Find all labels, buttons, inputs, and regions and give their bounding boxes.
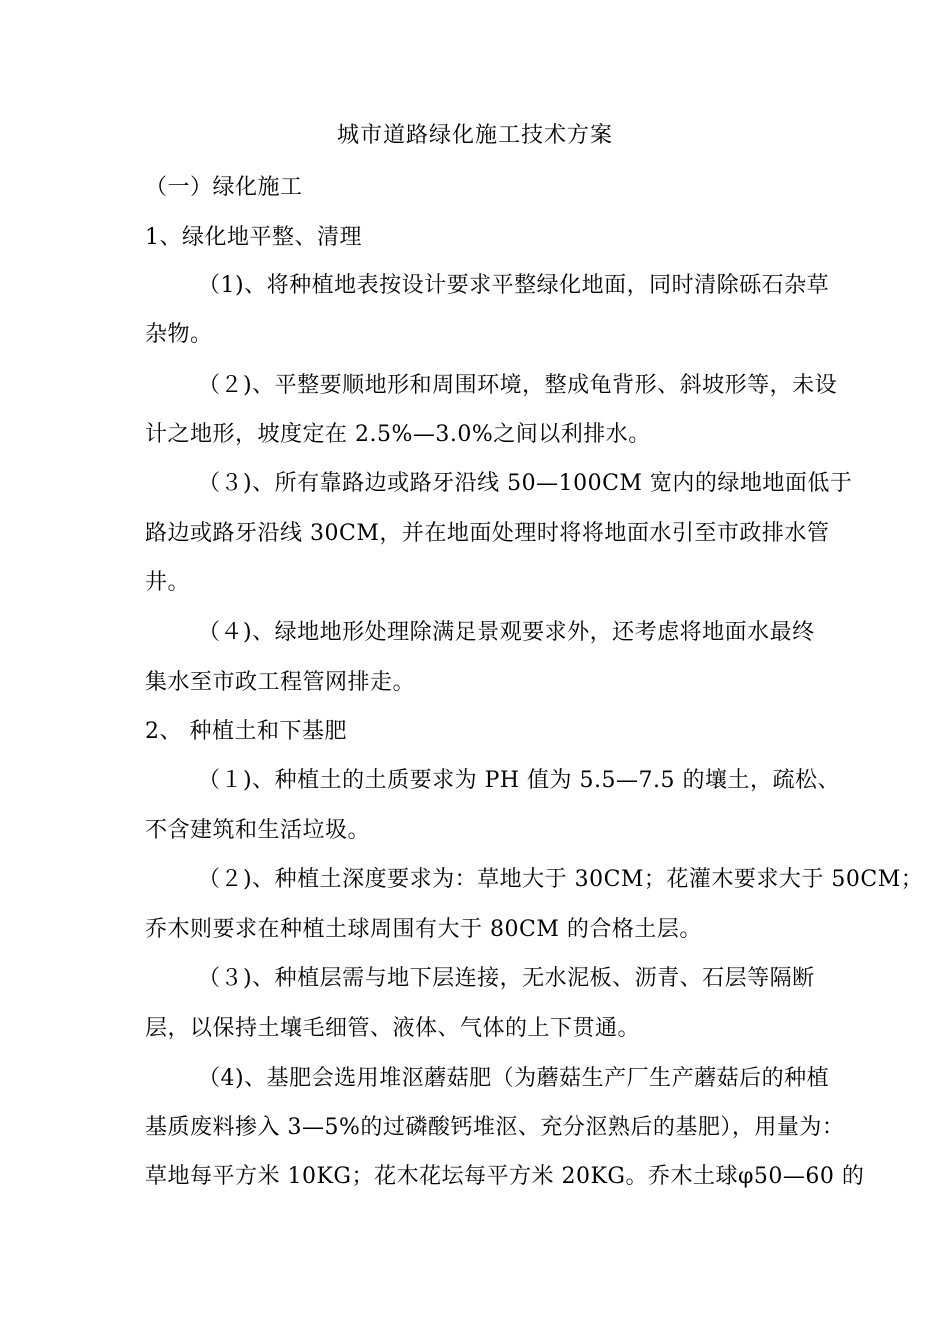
paragraph-line: 井。	[145, 570, 191, 595]
paragraph-line: 集水至市政工程管网排走。	[145, 670, 416, 695]
subsection-heading: 1、绿化地平整、清理	[145, 225, 362, 250]
paragraph-line: 草地每平方米 10KG；花木花坛每平方米 20KG。乔木土球φ50—60 的	[145, 1164, 865, 1189]
paragraph-line: 层，以保持土壤毛细管、液体、气体的上下贯通。	[145, 1016, 641, 1041]
paragraph-line: （２)、平整要顺地形和周围环境，整成龟背形、斜坡形等，未设	[198, 373, 838, 398]
paragraph-line: 路边或路牙沿线 30CM，并在地面处理时将将地面水引至市政排水管	[145, 521, 830, 546]
document-title: 城市道路绿化施工技术方案	[336, 123, 613, 148]
paragraph-line: （３)、所有靠路边或路牙沿线 50—100CM 宽内的绿地地面低于	[198, 471, 853, 496]
paragraph-line: 基质废料掺入 3—5%的过磷酸钙堆沤、充分沤熟后的基肥），用量为：	[145, 1115, 845, 1140]
paragraph-line: （4)、基肥会选用堆沤蘑菇肥（为蘑菇生产厂生产蘑菇后的种植	[198, 1066, 830, 1091]
paragraph-line: （３)、种植层需与地下层连接，无水泥板、沥青、石层等隔断	[198, 966, 815, 991]
subsection-heading: 2、 种植土和下基肥	[145, 719, 347, 744]
paragraph-line: 不含建筑和生活垃圾。	[145, 818, 371, 843]
paragraph-line: 乔木则要求在种植土球周围有大于 80CM 的合格土层。	[145, 917, 702, 942]
paragraph-line: （４)、绿地地形处理除满足景观要求外，还考虑将地面水最终	[198, 620, 815, 645]
section-heading: （一）绿化施工	[145, 175, 303, 200]
paragraph-line: 杂物。	[145, 322, 213, 347]
paragraph-line: （1)、将种植地表按设计要求平整绿化地面，同时清除砾石杂草	[198, 273, 830, 298]
paragraph-line: （１)、种植土的土质要求为 PH 值为 5.5—7.5 的壤土，疏松、	[198, 768, 841, 793]
paragraph-line: 计之地形，坡度定在 2.5%—3.0%之间以利排水。	[145, 422, 651, 447]
paragraph-line: （２)、种植土深度要求为：草地大于 30CM；花灌木要求大于 50CM；	[198, 867, 924, 892]
